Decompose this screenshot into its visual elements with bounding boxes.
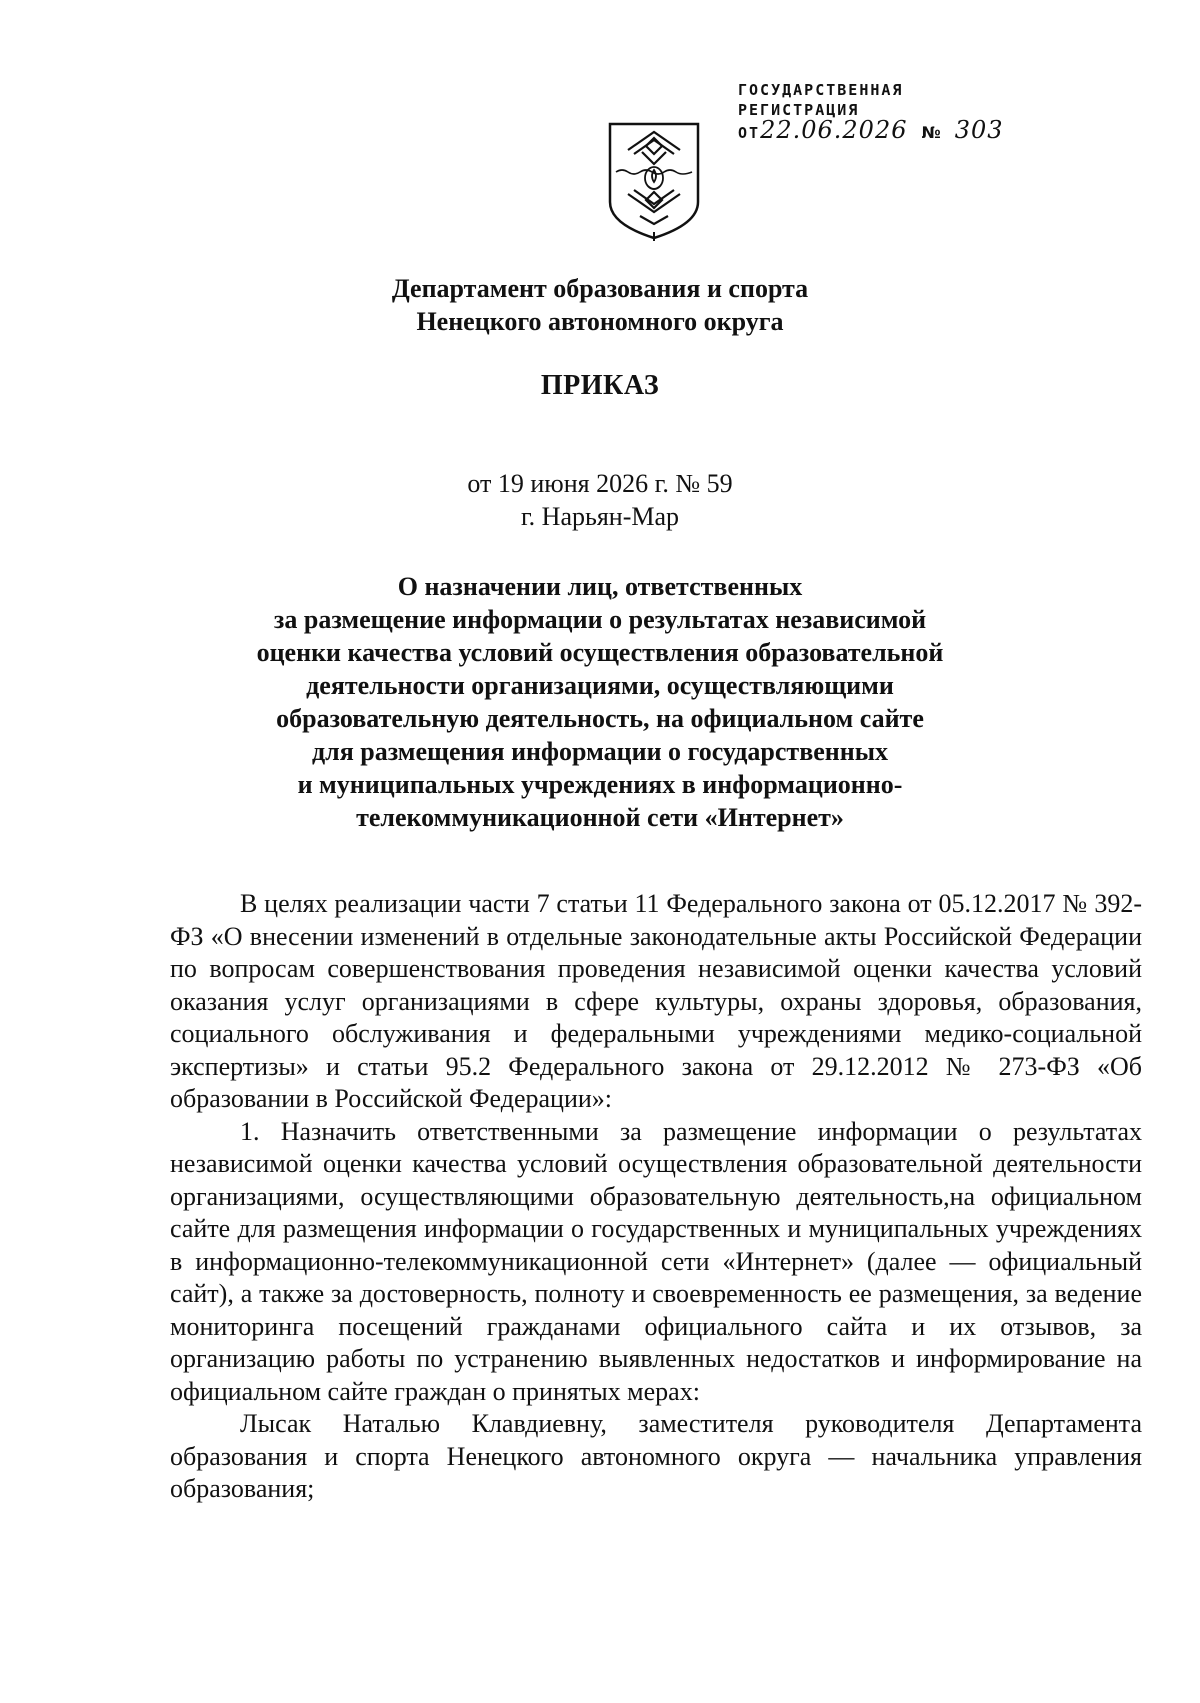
subject-line: образовательную деятельность, на официальном сайте bbox=[276, 704, 924, 733]
order-body bbox=[170, 888, 1142, 1506]
responsible-person-paragraph: Лысак Наталью Клавдиевну, заместителя руководителя Департамента образования и спорта Ненецкого автономного округа — начальника управления образования; bbox=[170, 1409, 1142, 1503]
department-line-1: Департамент образования и спорта bbox=[391, 274, 809, 303]
preamble-paragraph: В целях реализации части 7 статьи 11 Федерального закона от 05.12.2017 № 392-ФЗ «О внесении изменений в отдельные законодательные акты Российской Федерации по вопросам совершенствования проведения независимой оценки качества условий оказания услуг организациями в сфере культуры, охраны здоровья, образования, социального обслуживания и федеральными учреждениями медико-социальной экспертизы» и статьи 95.2 Федерального закона от 29.12.2012 № 273-ФЗ «Об образовании в Российской Федерации»: bbox=[170, 889, 1142, 1113]
order-subject bbox=[200, 570, 1000, 834]
item-1-paragraph: 1. Назначить ответственными за размещение информации о результатах независимой оценки качества условий осуществления образовательной деятельности организациями, осуществляющими образовательную деятельность,на официальном сайте для размещения информации о государственных и муниципальных учреждениях в информационно-телекоммуникационной сети «Интернет» (далее — официальный сайт), а также за достоверность, полноту и своевременность ее размещения, за ведение мониторинга посещений гражданами официального сайта и их отзывов, за организацию работы по устранению выявленных недостатков и информирование на официальном сайте граждан о принятых мерах: bbox=[170, 1116, 1142, 1406]
order-title: ПРИКАЗ bbox=[540, 370, 660, 401]
subject-line: и муниципальных учреждениях в информационно- bbox=[297, 770, 903, 799]
subject-line: О назначении лиц, ответственных bbox=[397, 572, 803, 601]
order-place: г. Нарьян-Мар bbox=[520, 502, 680, 531]
registration-stamp bbox=[738, 80, 1068, 143]
subject-line: за размещение информации о результатах независимой bbox=[273, 605, 927, 634]
subject-line: деятельности организациями, осуществляющими bbox=[306, 671, 894, 700]
stamp-number-sign: № bbox=[921, 123, 943, 142]
stamp-handwritten-date: 22.06.2026 bbox=[760, 116, 908, 144]
stamp-from-label: ОТ bbox=[738, 124, 761, 142]
stamp-line-2: РЕГИСТРАЦИЯ bbox=[738, 101, 860, 119]
department-name bbox=[0, 272, 1200, 338]
department-line-2: Ненецкого автономного округа bbox=[416, 307, 784, 336]
subject-line: для размещения информации о государственных bbox=[311, 737, 889, 766]
order-date-number: от 19 июня 2026 г. № 59 bbox=[467, 469, 733, 498]
stamp-handwritten-number: 303 bbox=[954, 116, 1004, 144]
nao-coat-of-arms-icon bbox=[606, 120, 702, 242]
stamp-date-row bbox=[738, 116, 1068, 144]
subject-line: оценки качества условий осуществления образовательной bbox=[256, 638, 944, 667]
stamp-line-1: ГОСУДАРСТВЕННАЯ bbox=[738, 81, 904, 99]
subject-line: телекоммуникационной сети «Интернет» bbox=[356, 803, 844, 832]
